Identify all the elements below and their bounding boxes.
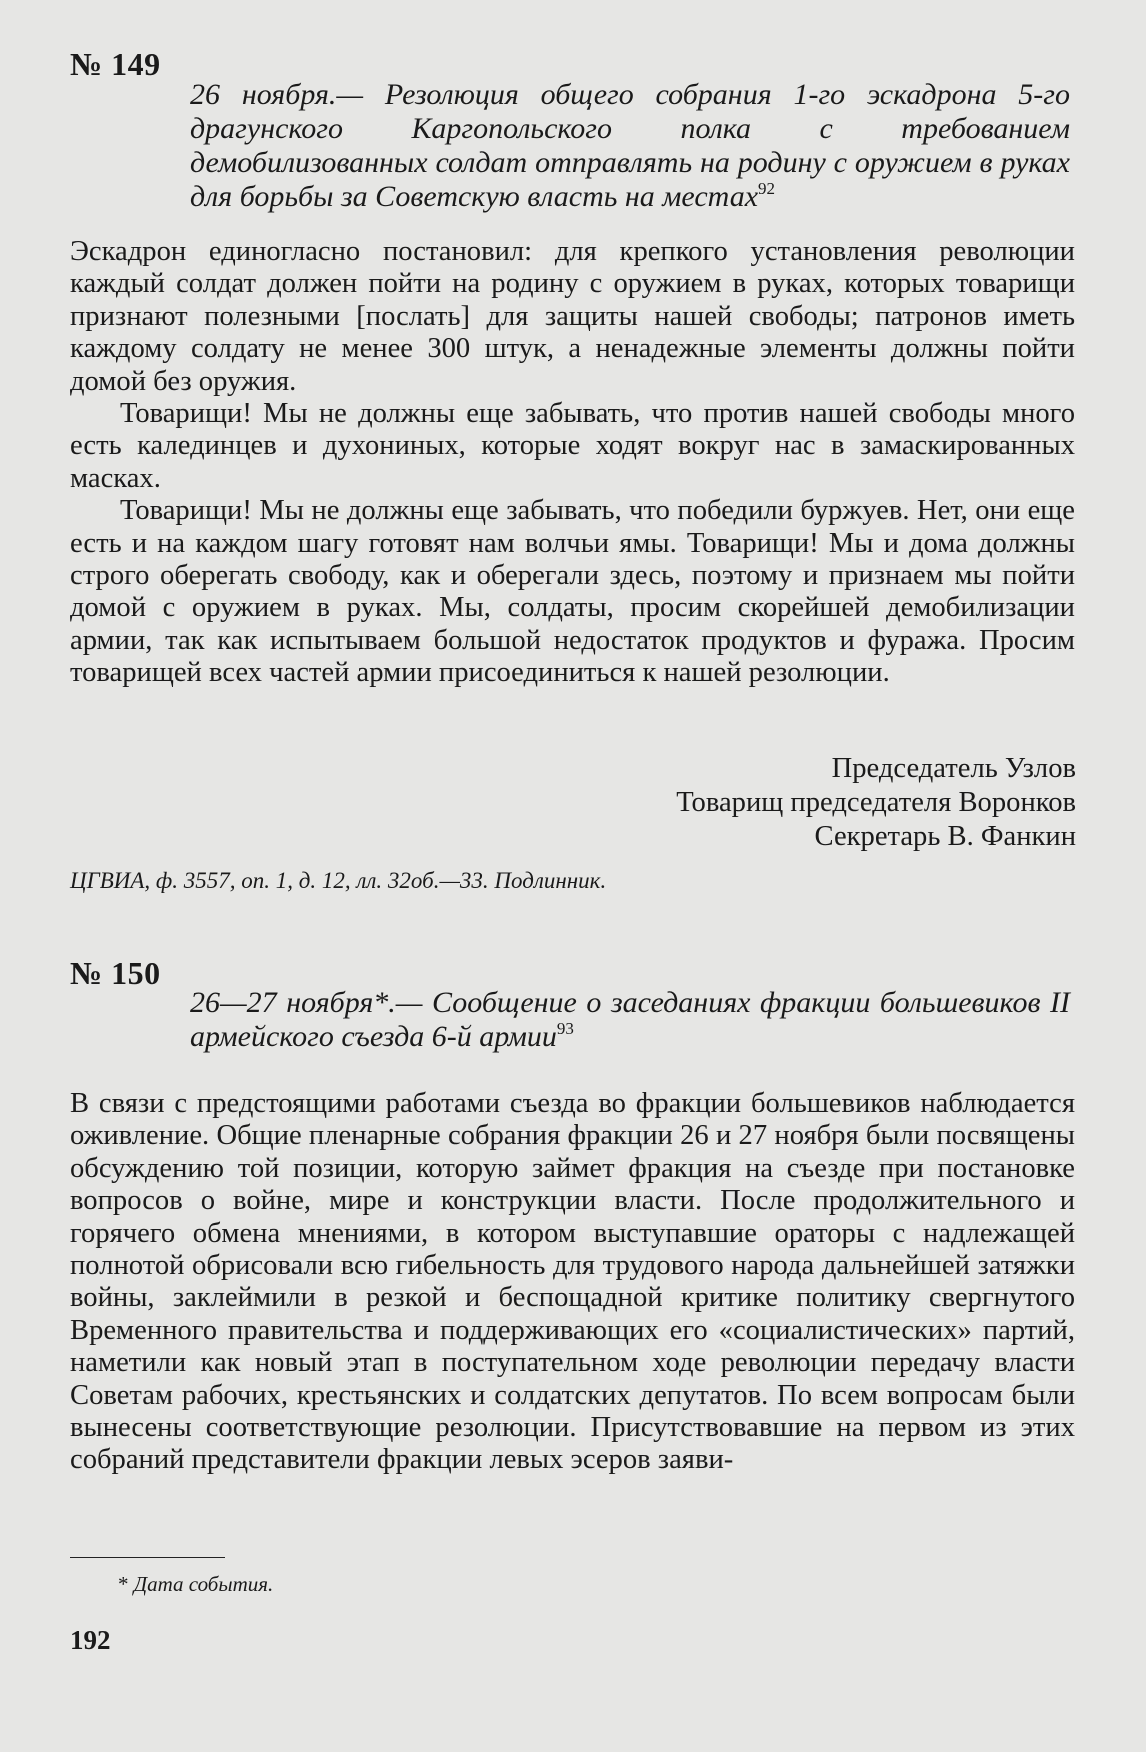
doc-149-body	[70, 236, 1075, 690]
doc-150-number: № 150	[70, 955, 161, 991]
footnote	[118, 1572, 273, 1597]
doc-150-heading-note: 93	[556, 1019, 574, 1038]
signature-chairman: Председатель Узлов	[831, 753, 1076, 784]
doc-149-paragraph-1: Эскадрон единогласно постановил: для крепкого установления революции каждый солдат должен пойти на родину с оружием в руках, которых товарищи признают полезными [послать] для защиты нашей свободы; патронов иметь каждому солдату не менее 300 штук, а ненадежные элементы должны пойти домой без оружия.	[70, 236, 1075, 397]
signature-secretary: Секретарь В. Фанкин	[814, 821, 1076, 852]
footnote-text: Дата события.	[133, 1572, 274, 1596]
footnote-marker: *	[118, 1572, 129, 1596]
doc-149-signatures	[376, 752, 1076, 854]
doc-149-paragraph-2: Товарищи! Мы не должны еще забывать, что против нашей свободы много есть калединцев и духониных, которые ходят вокруг нас в замаскированных масках.	[70, 398, 1075, 494]
footnote-divider	[70, 1557, 225, 1558]
signature-deputy: Товарищ председателя Воронков	[676, 787, 1076, 818]
doc-150-body	[70, 1088, 1075, 1477]
page-number: 192	[70, 1625, 111, 1655]
doc-150-heading	[190, 986, 1070, 1054]
doc-149-paragraph-3: Товарищи! Мы не должны еще забывать, что победили буржуев. Нет, они еще есть и на каждом шагу готовят нам волчьи ямы. Товарищи! Мы и дома должны строго оберегать свободу, как и оберегали здесь, поэтому и признаем мы пойти домой с оружием в руках. Мы, солдаты, просим скорейшей демобилизации армии, так как испытываем большой недостаток продуктов и фуража. Просим товарищей всех частей армии присоединиться к нашей резолюции.	[70, 495, 1075, 689]
doc-149-source: ЦГВИА, ф. 3557, оп. 1, д. 12, лл. 32об.—33. Подлинник.	[70, 868, 607, 893]
doc-149-number: № 149	[70, 46, 161, 82]
doc-150-paragraph: В связи с предстоящими работами съезда во фракции большевиков наблюдается оживление. Общие пленарные собрания фракции 26 и 27 ноября были посвящены обсуждению той позиции, которую займет фракция на съезде при постановке вопросов о войне, мире и конструкции власти. После продолжительного и горячего обмена мнениями, в котором выступавшие ораторы с надлежащей полнотой обрисовали всю гибельность для трудового народа дальнейшей затяжки войны, заклеймили в резкой и беспощадной критике политику свергнутого Временного правительства и поддерживающих его «социалистических» партий, наметили как новый этап в поступательном ходе революции передачу власти Советам рабочих, крестьянских и солдатских депутатов. По всем вопросам были вынесены соответствующие резолюции. Присутствовавшие на первом из этих собраний представители фракции левых эсеров заяви-	[70, 1088, 1075, 1476]
doc-149-heading-text: 26 ноября.— Резолюция общего собрания 1-го эскадрона 5-го драгунского Каргопольского полка с требованием демобилизованных солдат отправлять на родину с оружием в руках для борьбы за Советскую власть на местах	[190, 78, 1070, 213]
doc-149-heading-note: 92	[758, 179, 776, 198]
doc-150-heading-text: 26—27 ноября*.— Сообщение о заседаниях фракции большевиков II армейского съезда 6-й армии	[190, 986, 1070, 1053]
doc-149-heading	[190, 78, 1070, 214]
